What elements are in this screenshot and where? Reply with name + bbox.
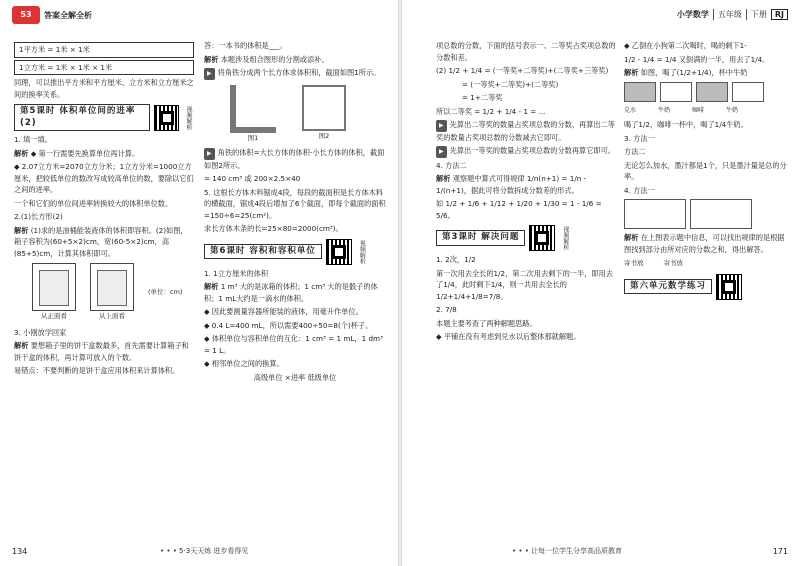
formula-box-2: 1立方米 = 1米 × 1米 × 1米	[14, 60, 194, 76]
left-column-1	[14, 40, 194, 379]
qr-code-icon[interactable]	[326, 239, 352, 265]
book-figures	[624, 199, 790, 229]
edition-badge: RJ	[771, 9, 788, 20]
strip-cell	[624, 82, 656, 102]
analysis-text: 将角铁分成两个长方体求体积和，截面如图1所示。	[217, 68, 381, 77]
analysis-text: 如 1/2 + 1/6 + 1/12 + 1/20 + 1/30 = 1 - 1/6 = 5/6。	[436, 199, 602, 220]
left-column-2	[204, 40, 386, 385]
analysis-text: 要想箱子里的饼干盒数最多，首先需要计算箱子和饼干盒的体积，再计算可放入的个数。	[14, 341, 189, 362]
analysis-label: 解析	[14, 148, 29, 158]
cup-strips	[624, 82, 790, 102]
question: 5. 这根长方体木料锯成4段，每段的截面积是长方体木料的横截面，锯成4段后增加了6个截面，即每个截面的面积=150÷6=25(cm²)。	[204, 187, 386, 220]
question: 3. 小刚放学回家	[14, 327, 67, 337]
calc-line: = 140 cm³ 或 200×2.5×40	[204, 174, 301, 183]
figure-caption: 从上面看	[99, 312, 125, 320]
analysis-text: (1)求的是油桶能装液体的体积即容积。(2)如图，箱子容积为(60+5×2)cm，宽(60-5×2)cm，高(85+5)cm，计算其体积即可。	[14, 225, 188, 258]
question: 2.(1)长方形(2)	[14, 212, 63, 221]
page-header	[677, 9, 788, 20]
strip-labels	[624, 105, 790, 117]
paragraph: ◆ 乙倒在小狗第二次喝时，喝的剩下1-	[624, 41, 747, 50]
qr-code-icon[interactable]	[529, 225, 555, 251]
term-label: 下册	[746, 9, 767, 20]
analysis-text: 观察题中算式可得规律 1/n(n+1) = 1/n - 1/(n+1)，据此可将分数拆成分数差的形式。	[436, 174, 587, 195]
analysis-label: 解析	[436, 174, 451, 183]
analysis-text: 第一次用去全长的1/2，第二次用去剩下的一半，即用去了1/4，此时剩下1/4，则一共用去全长的1/2+1/4+1/8=7/8。	[436, 268, 613, 301]
book-box	[690, 199, 752, 229]
paragraph: 1/2 - 1/4 = 1/4 又倒满的一半，用去了1/4。	[624, 54, 770, 64]
strip-label: 咖啡	[692, 106, 705, 114]
page-footer: • • • 5·3天天练 进步看得见	[160, 547, 249, 555]
section-title: 第5课时 体积单位间的进率(2)	[14, 104, 150, 131]
analysis-text: ◆ 平铺在没有考虑到兑水以后整体那就解题。	[436, 332, 581, 341]
qr-label: 视频解析	[358, 239, 366, 264]
qr-label: 视频解析	[561, 226, 569, 250]
question: 1. 填一填。	[14, 135, 52, 144]
strip-label: 牛奶	[726, 106, 739, 114]
question: 4. 方法一	[624, 185, 655, 195]
strip-cell	[696, 82, 728, 102]
analysis-text: 一个和它们的单位间进率转换较大的体积单位数。	[14, 198, 173, 208]
box-labels	[624, 258, 790, 270]
strip-cell	[732, 82, 764, 102]
figure-unit: (单位：cm)	[148, 288, 183, 296]
figure-caption: 从正面看	[41, 312, 67, 320]
analysis-text: 高级单位 ×进率 低级单位	[253, 372, 337, 382]
book-box	[624, 199, 686, 229]
analysis-text: 喝了1/2，咖啡一杯中，喝了1/4牛奶。	[624, 120, 748, 129]
analysis-text: ◆ 相邻单位之间的换算。	[204, 359, 284, 368]
qr-code-icon[interactable]	[716, 274, 742, 300]
qr-label: 视频解析	[185, 105, 192, 130]
formula-line: = (一等奖+二等奖)+(二等奖)	[462, 79, 559, 89]
method-tag: ▶	[436, 120, 447, 132]
analysis-text: 如图，喝了(1/2+1/4)，杯中牛奶	[640, 68, 748, 77]
box-label: 寄书放	[663, 259, 683, 267]
analysis-text: 角铁的体积=大长方体的体积-小长方体的体积，截面如图2所示。	[204, 148, 385, 170]
section-title: 第六单元数学练习	[624, 279, 712, 295]
analysis-label: 解析	[624, 68, 639, 77]
formula-line: 所以二等奖 = 1/2 + 1/4 - 1 = ...	[436, 106, 546, 116]
subject-label: 小学数学	[676, 10, 709, 19]
paragraph: 同理，可以推出平方米和平方厘米、立方米和立方厘米之间的换率关系。	[14, 78, 194, 99]
question: 2. 7/8	[436, 305, 457, 314]
analysis-text: 1 m³ 大的是冰箱的体积；1 cm³ 大的是骰子的体积；1 mL大约是一滴水的体积。	[204, 282, 378, 303]
question: 方法二	[624, 147, 646, 156]
figure-2	[302, 85, 346, 131]
grade-label: 五年级	[713, 9, 742, 20]
angle-iron-figures	[230, 85, 386, 145]
right-column-2	[624, 40, 790, 303]
page-footer: • • • 让每一位学生分享高品质教育	[512, 547, 623, 555]
analysis-label: 解析	[204, 282, 219, 291]
analysis-label: 解析	[14, 225, 29, 235]
analysis-text: 先算出一等奖的数量占奖项总数的分数再算它即可。	[449, 146, 615, 155]
question: 3. 方法一	[624, 133, 655, 143]
method-tag: ▶	[204, 148, 215, 160]
analysis-label: 解析	[624, 233, 639, 242]
right-page	[402, 0, 800, 566]
brand-title: 答案全解全析	[44, 11, 92, 20]
box-figures	[32, 263, 194, 323]
analysis-text: ◆ 2.07立方米=2070立方分米；1立方分米=1000立方厘米，把较低单位的数改写成较高单位的数，要除以它们之间的进率。	[14, 162, 194, 194]
box-top-figure	[90, 263, 134, 311]
strip-cell	[660, 82, 692, 102]
section-title: 第6课时 容积和容积单位	[204, 244, 322, 260]
strip-label: 兑水	[624, 106, 637, 114]
formula-box-1: 1平方米 = 1米 × 1米	[14, 42, 194, 58]
analysis-text: 易错点：不要判断的是饼干盒应用体积来计算体积。	[14, 366, 180, 375]
question: 1. 1立方厘米的体积	[204, 268, 269, 278]
right-column-1	[436, 40, 616, 345]
formula-line: = 1+二等奖	[462, 93, 503, 102]
analysis-text: ◆ 体积单位与容积单位的互化：1 cm³ = 1 mL，1 dm³ = 1 L。	[204, 334, 383, 355]
analysis-text: 先算出二等奖的数量占奖项总数的分数，再算出二等奖的数量占奖项总数的分数减去它即可。	[436, 120, 615, 142]
figure-1	[230, 85, 276, 133]
figure-caption: 图2	[318, 131, 330, 140]
strip-label: 牛奶	[658, 106, 671, 114]
analysis-text: 本题涉及组合图形的分割或添补。	[220, 54, 329, 64]
question: 1. 2次，1/2	[436, 255, 476, 264]
section-header	[204, 239, 386, 265]
page-number: 171	[772, 547, 788, 556]
analysis-text: ◆ 0.4 L=400 mL，所以需要400÷50=8(个)杯子。	[204, 320, 373, 330]
analysis-text: ◆ 第一行需要先换算单位再计算。	[30, 148, 140, 158]
question: 4. 方法二	[436, 160, 467, 170]
box-label: 寄书放	[624, 259, 644, 267]
section-header	[624, 274, 790, 300]
analysis-text: 在上图表示题中信息，可以找出规律的是根据图找到部分由所对应的分数之和，得出解答。	[624, 233, 785, 254]
figure-caption: 图1	[247, 133, 259, 142]
method-tag: ▶	[204, 68, 215, 80]
analysis-text: 本题主要考查了两种解题思路。	[436, 318, 537, 328]
analysis-text: 无论怎么加水，墨汁都是1个，只是墨汁量是总的分率。	[624, 160, 787, 181]
section-header	[14, 104, 194, 131]
calc-line: 求长方体木条的长=25×80=2000(cm³)。	[204, 224, 343, 233]
formula-line: (2) 1/2 + 1/4 = (一等奖+二等奖)+(二等奖+三等奖)	[436, 66, 609, 75]
analysis-label: 解析	[14, 341, 29, 350]
left-page	[0, 0, 398, 566]
section-title: 第3课时 解决问题	[436, 230, 525, 246]
qr-code-icon[interactable]	[154, 105, 179, 131]
method-tag: ▶	[436, 146, 447, 158]
paragraph: 项总数的分数，下面的括号表示一、二等奖占奖项总数的分数和差。	[436, 41, 616, 62]
analysis-label: 解析	[204, 54, 219, 64]
page-number: 134	[12, 547, 28, 556]
section-header	[436, 225, 616, 251]
answer-line: 答：一本书的体积是___。	[204, 41, 287, 50]
analysis-text: ◆ 因此要测量容器所能装的液体，用毫升作单位。	[204, 307, 363, 316]
brand-logo: 53	[12, 6, 40, 24]
box-front-figure	[32, 263, 76, 311]
